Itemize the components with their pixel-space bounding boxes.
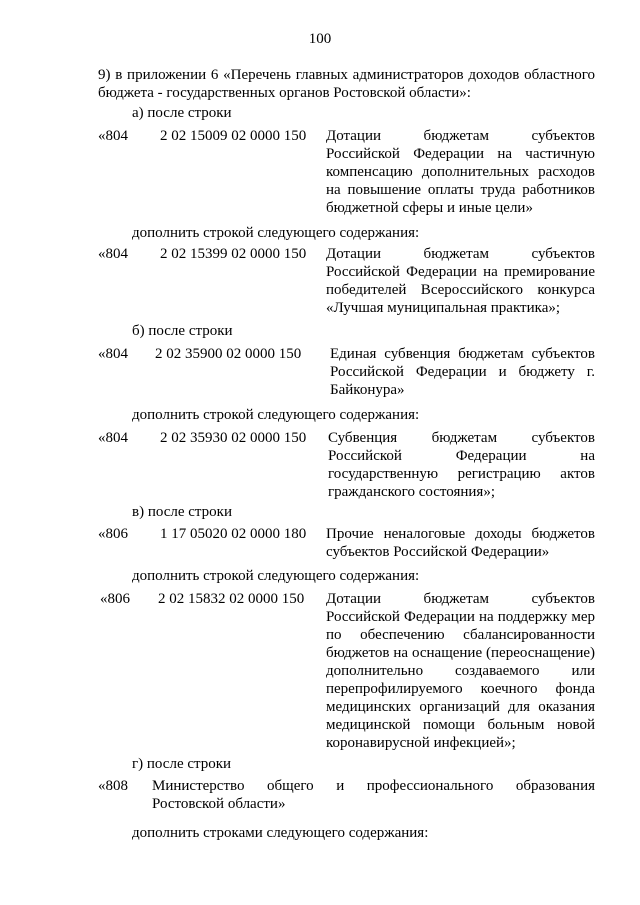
revenue-description: Дотации бюджетам субъектов Российской Федерации на частичную компенсацию дополнительных расходов на повышение оплаты труда работников бюджетной сферы и иные цели»	[326, 128, 595, 216]
section-g-label: г) после строки	[132, 756, 232, 772]
add-rows-label: дополнить строками следующего содержания:	[132, 825, 429, 841]
admin-code: «804	[98, 430, 128, 446]
revenue-code: 1 17 05020 02 0000 180	[160, 526, 307, 542]
admin-code: «808	[98, 778, 128, 794]
section-v-label: в) после строки	[132, 504, 232, 520]
revenue-description: Единая субвенция бюджетам субъектов Российской Федерации и бюджету г. Байконура»	[330, 346, 595, 398]
intro-paragraph: 9) в приложении 6 «Перечень главных администраторов доходов областного бюджета - государственных органов Ростовской области»:	[98, 67, 595, 101]
section-b-label: б) после строки	[132, 323, 233, 339]
admin-code: «806	[100, 591, 130, 607]
revenue-code: 2 02 15832 02 0000 150	[158, 591, 305, 607]
add-row-label: дополнить строкой следующего содержания:	[132, 225, 420, 241]
admin-code: «804	[98, 128, 128, 144]
revenue-description: Дотации бюджетам субъектов Российской Федерации на премирование победителей Всероссийского конкурса «Лучшая муниципальная практика»;	[326, 246, 595, 316]
revenue-code: 2 02 15009 02 0000 150	[160, 128, 307, 144]
admin-code: «806	[98, 526, 128, 542]
section-a-label: а) после строки	[132, 105, 232, 121]
revenue-code: 2 02 35900 02 0000 150	[155, 346, 302, 362]
add-row-label: дополнить строкой следующего содержания:	[132, 568, 420, 584]
admin-code: «804	[98, 246, 128, 262]
admin-name: Министерство общего и профессионального образования Ростовской области»	[152, 778, 595, 812]
add-row-label: дополнить строкой следующего содержания:	[132, 407, 420, 423]
revenue-description: Субвенция бюджетам субъектов Российской Федерации на государственную регистрацию актов гражданского состояния»;	[328, 430, 595, 500]
revenue-code: 2 02 35930 02 0000 150	[160, 430, 307, 446]
revenue-description: Прочие неналоговые доходы бюджетов субъектов Российской Федерации»	[326, 526, 595, 560]
revenue-code: 2 02 15399 02 0000 150	[160, 246, 307, 262]
page-number: 100	[308, 31, 332, 47]
admin-code: «804	[98, 346, 128, 362]
revenue-description: Дотации бюджетам субъектов Российской Федерации на поддержку мер по обеспечению сбалансированности бюджетов на оснащение (переоснащение) дополнительно создаваемого или перепрофилируемого коечного фонда медицинских организаций для оказания медицинской помощи больным новой коронавирусной инфекцией»;	[326, 591, 595, 751]
